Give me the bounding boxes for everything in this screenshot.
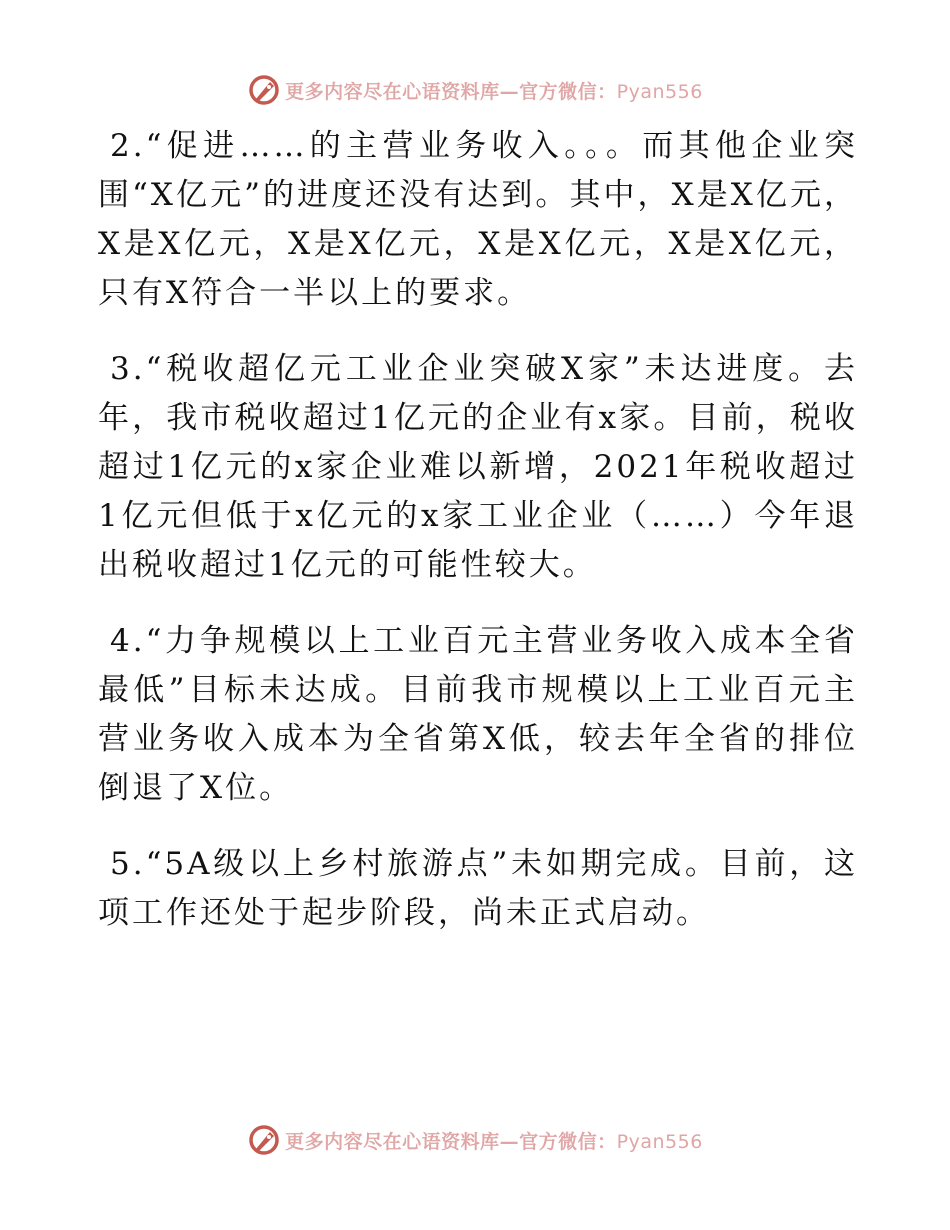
paragraph-item-3: 3.“税收超亿元工业企业突破X家”未达进度。去年，我市税收超过1亿元的企业有x家。目前，税收超过1亿元的x家企业难以新增，2021年税收超过1亿元但低于x亿元的x家工业企业（……）今年退出税收超过1亿元的可能性较大。: [98, 351, 858, 583]
watermark-label: 更多内容尽在心语资料库—官方微信：: [285, 1130, 617, 1153]
fountain-pen-logo-icon: [247, 73, 281, 107]
watermark-text: [285, 77, 703, 104]
paragraph-item-4: 4.“力争规模以上工业百元主营业务收入成本全省最低”目标未达成。目前我市规模以上工业百元主营业务收入成本为全省第X低，较去年全省的排位倒退了X位。: [98, 623, 858, 806]
watermark-id: Pyan556: [616, 1130, 703, 1153]
header-watermark: [0, 72, 950, 108]
watermark-text: [285, 1127, 703, 1154]
watermark-label: 更多内容尽在心语资料库—官方微信：: [285, 80, 617, 103]
footer-watermark: [0, 1122, 950, 1158]
fountain-pen-logo-icon: [247, 1123, 281, 1157]
watermark-id: Pyan556: [616, 80, 703, 103]
paragraph-item-2: 2.“促进……的主营业务收入。。。而其他企业突围“X亿元”的进度还没有达到。其中，X是X亿元，X是X亿元，X是X亿元，X是X亿元，X是X亿元，只有X符合一半以上的要求。: [98, 128, 858, 311]
paragraph-item-5: 5.“5A级以上乡村旅游点”未如期完成。目前，这项工作还处于起步阶段，尚未正式启动。: [98, 846, 858, 931]
document-body: [98, 122, 858, 965]
